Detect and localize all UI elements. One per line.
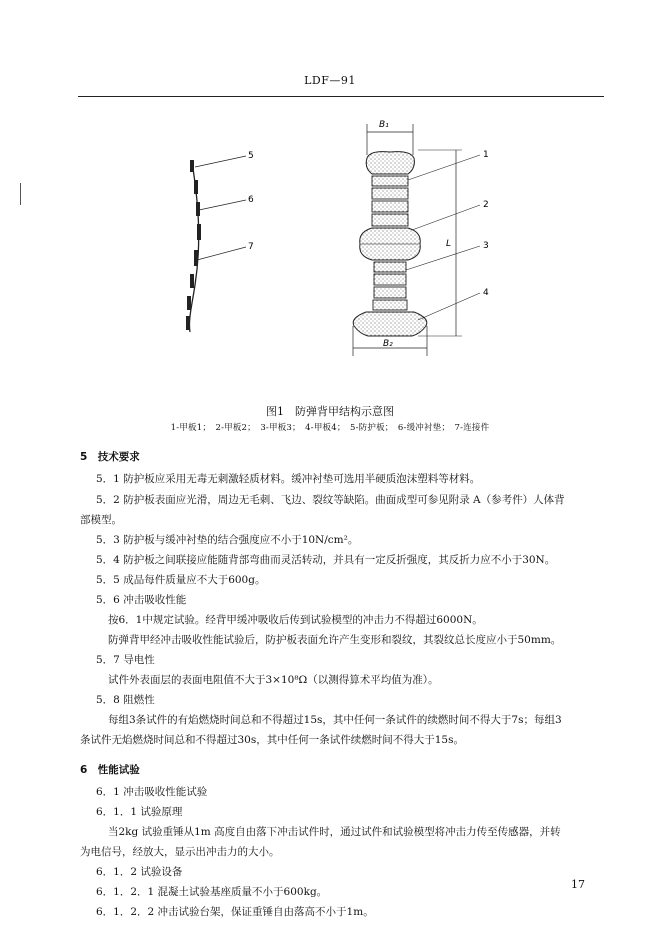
para-5-3: 5．3 防护板与缓冲衬垫的结合强度应不小于10N/cm²。 — [96, 534, 359, 546]
para-5-1: 5．1 防护板应采用无毒无刺激轻质材料。缓冲衬垫可选用半硬质泡沫塑料等材料。 — [96, 473, 481, 485]
page-header: LDF—91 — [304, 74, 356, 87]
para-5-4: 5．4 防护板之间联接应能随背部弯曲而灵活转动，并具有一定反折强度，其反折力应不小于30N。 — [96, 554, 556, 566]
dim-l-label: L — [446, 239, 452, 249]
para-5-6: 5．6 冲击吸收性能 — [96, 594, 187, 606]
dim-b1-label: B₁ — [379, 120, 389, 130]
front-label-3: 3 — [483, 241, 489, 251]
para-6-1-2-1: 6．1．2．1 混凝土试验基座质量不小于600kg。 — [96, 886, 328, 898]
para-5-2-cont: 部模型。 — [80, 514, 122, 526]
front-view — [353, 124, 480, 356]
para-5-2: 5．2 防护板表面应光滑，周边无毛刺、飞边、裂纹等缺陷。曲面成型可参见附录 A（参考件）人体背 — [96, 494, 565, 506]
para-6-1-1-b: 为电信号，经放大，显示出冲击力的大小。 — [80, 846, 280, 858]
side-label-5: 5 — [248, 151, 254, 161]
para-5-7-a: 试件外表面层的表面电阻值不大于3×10⁸Ω（以测得算术平均值为准）。 — [108, 674, 439, 686]
front-label-1: 1 — [483, 150, 489, 160]
para-6-1-1-a: 当2kg 试验重锤从1m 高度自由落下冲击试件时，通过试件和试验模型将冲击力传至传感器，并转 — [108, 826, 561, 838]
figure-legend: 1-甲板1； 2-甲板2； 3-甲板3； 4-甲板4； 5-防护板； 6-缓冲衬垫； 7-连接件 — [170, 423, 490, 433]
figure-caption: 图1 防弹背甲结构示意图 — [266, 405, 394, 418]
section-5-title: 5 技术要求 — [80, 451, 140, 463]
page-number: 17 — [571, 878, 585, 891]
para-6-1-2-2: 6．1．2．2 冲击试验台架，保证重锤自由落高不小于1m。 — [96, 906, 374, 918]
margin-mark — [20, 183, 21, 205]
para-5-8: 5．8 阻燃性 — [96, 694, 155, 706]
para-5-7: 5．7 导电性 — [96, 654, 155, 666]
front-label-4: 4 — [483, 288, 489, 298]
para-5-6-b: 防弹背甲经冲击吸收性能试验后，防护板表面允许产生变形和裂纹，其裂纹总长度应小于50mm。 — [108, 634, 562, 646]
side-label-6: 6 — [248, 195, 254, 205]
side-view — [186, 156, 246, 332]
para-6-1-1: 6．1．1 试验原理 — [96, 806, 183, 818]
para-5-8-b: 条试件无焰燃烧时间总和不得超过30s，其中任何一条试件续燃时间不得大于15s。 — [80, 734, 464, 746]
para-5-5: 5．5 成品每件质量应不大于600g。 — [96, 574, 266, 586]
side-label-7: 7 — [248, 242, 254, 252]
front-label-2: 2 — [483, 200, 489, 210]
dim-b2-label: B₂ — [383, 339, 393, 349]
section-6-title: 6 性能试验 — [80, 764, 140, 776]
para-5-6-a: 按6．1中规定试验。经背甲缓冲吸收后传到试验模型的冲击力不得超过6000N。 — [108, 614, 483, 626]
structure-figure — [150, 110, 530, 395]
para-6-1-2: 6．1．2 试验设备 — [96, 866, 183, 878]
para-6-1: 6．1 冲击吸收性能试验 — [96, 786, 208, 798]
para-5-8-a: 每组3条试件的有焰燃烧时间总和不得超过15s，其中任何一条试件的续燃时间不得大于7s；每组3 — [108, 714, 562, 726]
header-rule — [78, 96, 604, 97]
